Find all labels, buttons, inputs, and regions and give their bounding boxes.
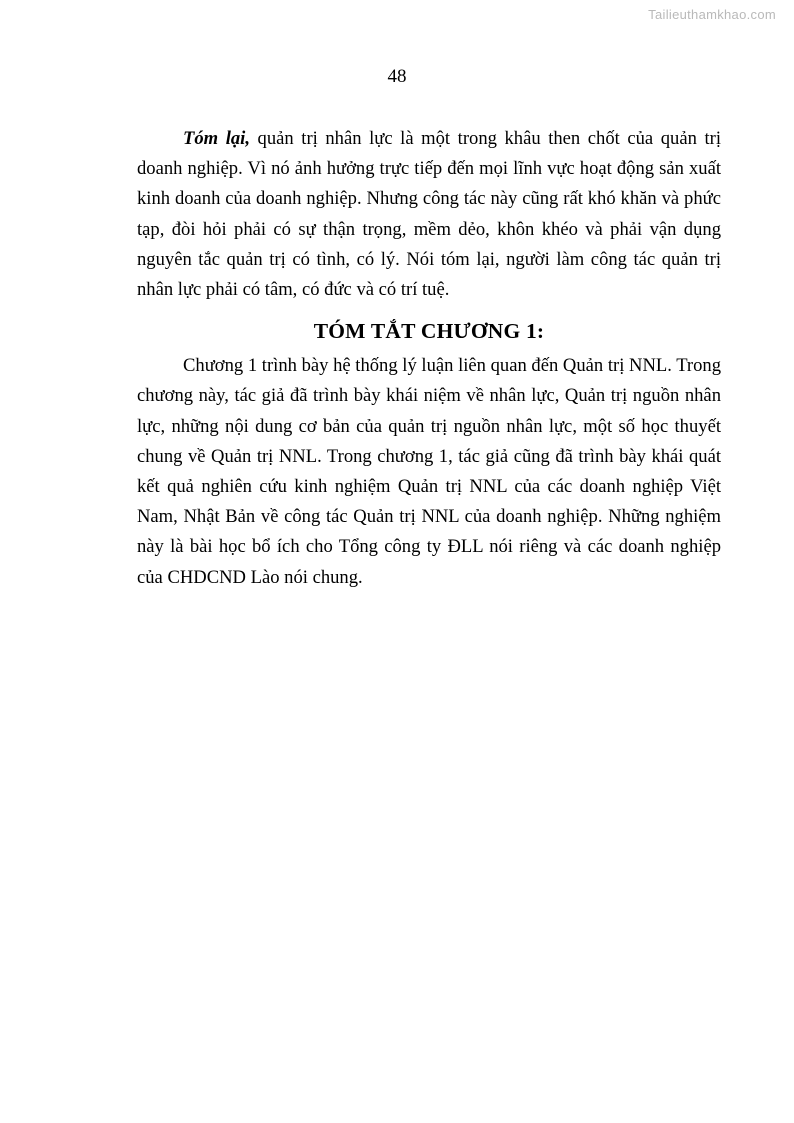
paragraph-chapter-overview: Chương 1 trình bày hệ thống lý luận liên quan đến Quản trị NNL. Trong chương này, tác giả đã trình bày khái niệm về nhân lực, Quản trị nguồn nhân lực, những nội dung cơ bản của quản trị nguồn nhân lực, một số học thuyết chung về Quản trị NNL. Trong chương 1, tác giả cũng đã trình bày khái quát kết quả nghiên cứu kinh nghiệm Quản trị NNL của các doanh nghiệp Việt Nam, Nhật Bản về công tác Quản trị NNL của doanh nghiệp. Những nghiệm này là bài học bổ ích cho Tổng công ty ĐLL nói riêng và các doanh nghiệp của CHDCND Lào nói chung. [137, 355, 721, 588]
page-number: 48 [387, 66, 407, 87]
paragraph-summary [137, 124, 721, 305]
page-body [137, 124, 721, 593]
paragraph-summary-text: quản trị nhân lực là một trong khâu then chốt của quản trị doanh nghiệp. Vì nó ảnh hưởng trực tiếp đến mọi lĩnh vực hoạt động sản xuất kinh doanh của doanh nghiệp. Nhưng công tác này cũng rất khó khăn và phức tạp, đòi hỏi phải có sự thận trọng, mềm dẻo, khôn khéo và phải vận dụng nguyên tắc quản trị có tình, có lý. Nói tóm lại, người làm công tác quản trị nhân lực phải có tâm, có đức và có trí tuệ. [137, 128, 722, 301]
watermark-text: Tailieuthamkhao.com [648, 7, 776, 22]
chapter-summary-heading: TÓM TẮT CHƯƠNG 1: [313, 319, 545, 344]
paragraph-lead-phrase: Tóm lại, [183, 128, 250, 149]
